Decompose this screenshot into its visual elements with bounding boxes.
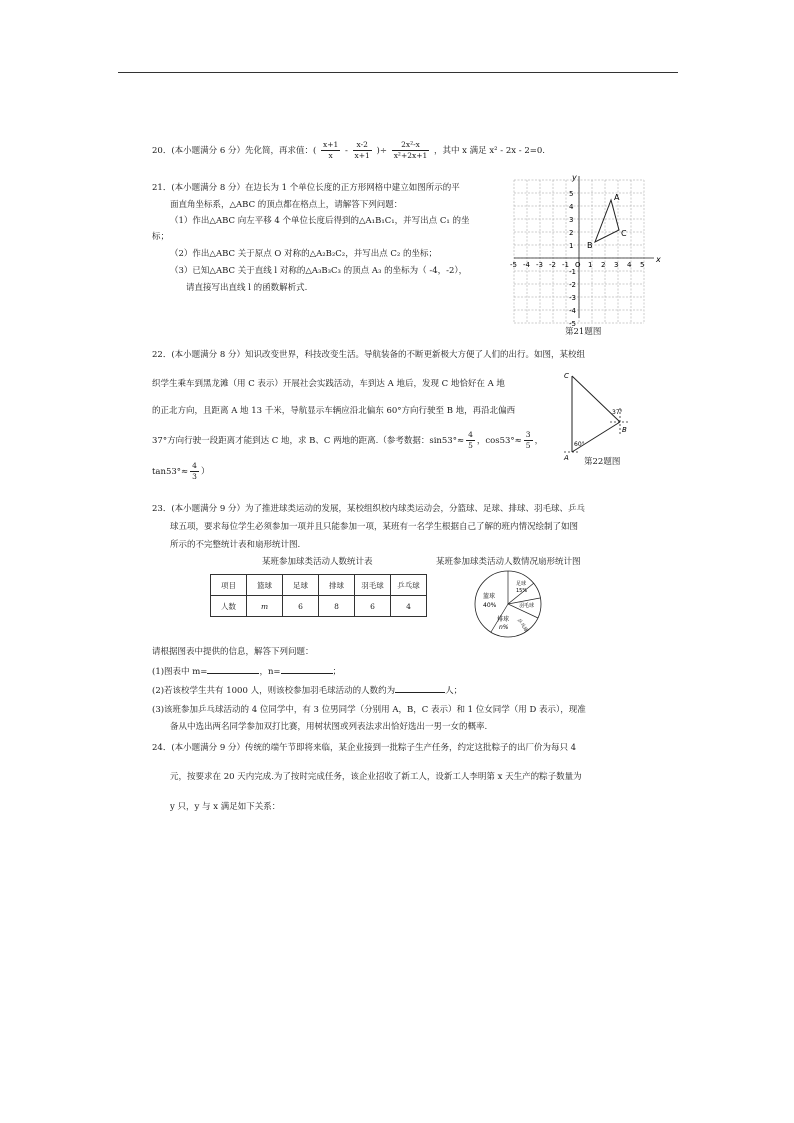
- q21-line-5: （2）作出△ABC 关于原点 O 对称的△A₂B₂C₂，并写出点 C₂ 的坐标；: [170, 249, 438, 259]
- x-tick-label: O: [575, 261, 581, 269]
- q20-fraction-1: $\frac{x+1}{x}$: [322, 140, 339, 160]
- x-tick-label: -3: [536, 261, 543, 269]
- q22-caption: 第22题图: [584, 457, 621, 467]
- table-cell: 乒乓球: [391, 575, 427, 596]
- q23-line-3: 所示的不完整统计表和扇形统计图.: [170, 540, 301, 550]
- table-cell: 篮球: [247, 575, 283, 596]
- q22-line-2: 织学生乘车到黑龙滩（用 C 表示）开展社会实践活动，车到达 A 地后，发现 C 地恰好在 A 地: [152, 379, 505, 389]
- q21-line-7: 请直接写出直线 l 的函数解析式.: [186, 283, 308, 293]
- y-tick-label: 1: [569, 242, 574, 250]
- pie-chart: [470, 568, 550, 640]
- table-cell: 足球: [283, 575, 319, 596]
- x-tick-label: -1: [562, 261, 569, 269]
- table-cell: 羽毛球: [355, 575, 391, 596]
- q22-line-1: 22．(本小题满分 8 分）知识改变世界，科技改变生活。导航装备的不断更新极大方便了人们的出行。如图，某校组: [152, 350, 585, 360]
- y-tick-label: -4: [569, 307, 576, 315]
- y-tick-label: 5: [569, 190, 574, 198]
- question-20: 20．(本小题满分 6 分）先化简，再求值：( $\frac{x+1}{x}$ - $\frac{x-2}{x+1}$ )÷ $\frac{\text{2x²-x}}{\text{x²+2x+1}}$ ，其中 x 满足 x² - 2x - 2=0.: [152, 140, 545, 160]
- table-cell: 排球: [319, 575, 355, 596]
- sin53-fraction: $\frac{4}{5}$: [468, 430, 473, 450]
- table-cell: 6: [283, 596, 319, 617]
- q21-line-3: （1）作出△ABC 向左平移 4 个单位长度后得到的△A₁B₁C₁，并写出点 C₁ 的坐: [170, 216, 470, 226]
- pie-label-basketball: 篮球: [483, 593, 496, 600]
- x-tick-label: -2: [549, 261, 556, 269]
- table-cell: 项目: [211, 575, 247, 596]
- table-cell: m: [247, 596, 283, 617]
- stats-table: [210, 574, 427, 617]
- table-cell: 8: [319, 596, 355, 617]
- y-tick-label: 3: [569, 216, 574, 224]
- table-title: 某班参加球类活动人数统计表: [262, 557, 373, 567]
- point-a-label: A: [564, 454, 569, 462]
- table-cell: 4: [391, 596, 427, 617]
- point-b-label: B: [622, 426, 627, 434]
- pie-title: 某班参加球类活动人数情况扇形统计图: [436, 557, 581, 567]
- q20-suffix: ，其中 x 满足 x² - 2x - 2=0.: [433, 146, 545, 156]
- triangle-abc: [595, 200, 619, 242]
- x-tick-label: -4: [523, 261, 530, 269]
- pie-label-football: 足球: [516, 581, 527, 587]
- q23-part-1: (1)图表中 m= ，n= ；: [152, 667, 342, 677]
- q24-line-3: y 只，y 与 x 满足如下关系：: [170, 802, 281, 812]
- x-tick-label: 4: [627, 261, 632, 269]
- table-cell: 人数: [211, 596, 247, 617]
- table-cell: 6: [355, 596, 391, 617]
- q22-triangle-figure: [560, 368, 640, 464]
- pie-percent-volleyball: n%: [499, 624, 509, 631]
- pie-label-pingpong: 乒乓球: [515, 617, 529, 634]
- y-tick-label: -3: [569, 294, 576, 302]
- table-row: [211, 596, 427, 617]
- q20-fraction-2: $\frac{x-2}{x+1}$: [354, 140, 370, 160]
- q21-coordinate-grid: [508, 172, 661, 328]
- pie-label-badminton: 羽毛球: [519, 603, 535, 609]
- cos53-fraction: $\frac{3}{5}$: [525, 430, 531, 450]
- y-tick-label: -5: [569, 320, 576, 328]
- y-tick-label: 4: [569, 203, 574, 211]
- angle-37-label: 37°: [612, 409, 623, 416]
- y-tick-label: -2: [569, 281, 576, 289]
- x-tick-label: 1: [588, 261, 593, 269]
- y-axis-label: y: [572, 173, 577, 182]
- y-tick-label: -1: [569, 268, 576, 276]
- q21-line-2: 面直角坐标系，△ABC 的顶点都在格点上，请解答下列问题：: [170, 200, 403, 210]
- q20-fraction-3: $\frac{\text{2x²-x}}{\text{x²+2x+1}}$: [393, 140, 428, 160]
- point-c-label: C: [621, 229, 627, 238]
- answer-blank-m[interactable]: [207, 673, 259, 674]
- angle-60-label: 60°: [574, 441, 585, 448]
- q23-part-3-line-1: (3)该班参加乒乓球活动的 4 位同学中，有 3 位男同学（分别用 A，B，C 表示）和 1 位女同学（用 D 表示），现准: [152, 705, 586, 715]
- x-tick-label: 3: [614, 261, 619, 269]
- q24-line-1: 24．(本小题满分 9 分）传统的端午节即将来临，某企业接到一批粽子生产任务，约定这批粽子的出厂价为每只 4: [152, 743, 577, 753]
- q24-line-2: 元，按要求在 20 天内完成.为了按时完成任务，该企业招收了新工人，设新工人李明第 x 天生产的粽子数量为: [170, 772, 582, 782]
- pie-label-volleyball: 排球: [497, 616, 510, 623]
- point-a-label: A: [614, 193, 620, 202]
- q22-line-3: 的正北方向，且距离 A 地 13 千米，导航显示车辆应沿北偏东 60°方向行驶至 B 地，再沿北偏西: [152, 406, 516, 416]
- x-axis-label: x: [656, 255, 661, 264]
- table-header-row: [211, 575, 427, 596]
- q23-prompt: 请根据图表中提供的信息，解答下列问题：: [152, 647, 314, 657]
- tan53-fraction: $\frac{4}{3}$: [192, 461, 197, 481]
- y-tick-label: 2: [569, 229, 574, 237]
- q21-line-4: 标；: [152, 232, 170, 242]
- point-c-label: C: [564, 372, 569, 380]
- q23-part-3-line-2: 备从中选出两名同学参加双打比赛，用树状图或列表法求出恰好选出一男一女的概率.: [170, 722, 488, 732]
- x-tick-label: 5: [640, 261, 645, 269]
- point-b-label: B: [587, 241, 593, 250]
- pie-percent-basketball: 40%: [483, 602, 497, 609]
- q21-line-1: 21．(本小题满分 8 分）在边长为 1 个单位长度的正方形网格中建立如图所示的平: [152, 183, 460, 193]
- x-tick-label: 2: [601, 261, 606, 269]
- q23-part-2: (2)若该校学生共有 1000 人，则该校参加羽毛球活动的人数约为 人；: [152, 686, 463, 696]
- q23-line-2: 球五项，要求每位学生必须参加一项并且只能参加一项，某班有一名学生根据自己了解的班内情况绘制了如图: [170, 522, 579, 532]
- q21-caption: 第21题图: [565, 327, 602, 337]
- answer-blank-n[interactable]: [281, 673, 333, 674]
- header-rule: [118, 72, 678, 73]
- x-tick-label: -5: [510, 261, 517, 269]
- q22-line-4: 37°方向行驶一段距离才能到达 C 地，求 B、C 两地的距离.（参考数据：sin53°≈ $\frac{4}{5}$ ，cos53°≈ $\frac{3}{5}$ ，: [152, 430, 544, 450]
- q22-line-5: tan53°≈ $\frac{4}{3}$ ）: [152, 461, 210, 481]
- q23-line-1: 23．(本小题满分 9 分）为了推进球类运动的发展，某校组织校内球类运动会，分篮球、足球、排球、羽毛球、乒乓: [152, 504, 585, 514]
- answer-blank-badminton[interactable]: [395, 692, 445, 693]
- q21-line-6: （3）已知△ABC 关于直线 l 对称的△A₃B₃C₃ 的顶点 A₃ 的坐标为（ -4，-2），: [170, 266, 468, 276]
- pie-percent-football: 15%: [516, 588, 528, 594]
- q20-prefix: 20．(本小题满分 6 分）先化简，再求值：(: [152, 146, 317, 156]
